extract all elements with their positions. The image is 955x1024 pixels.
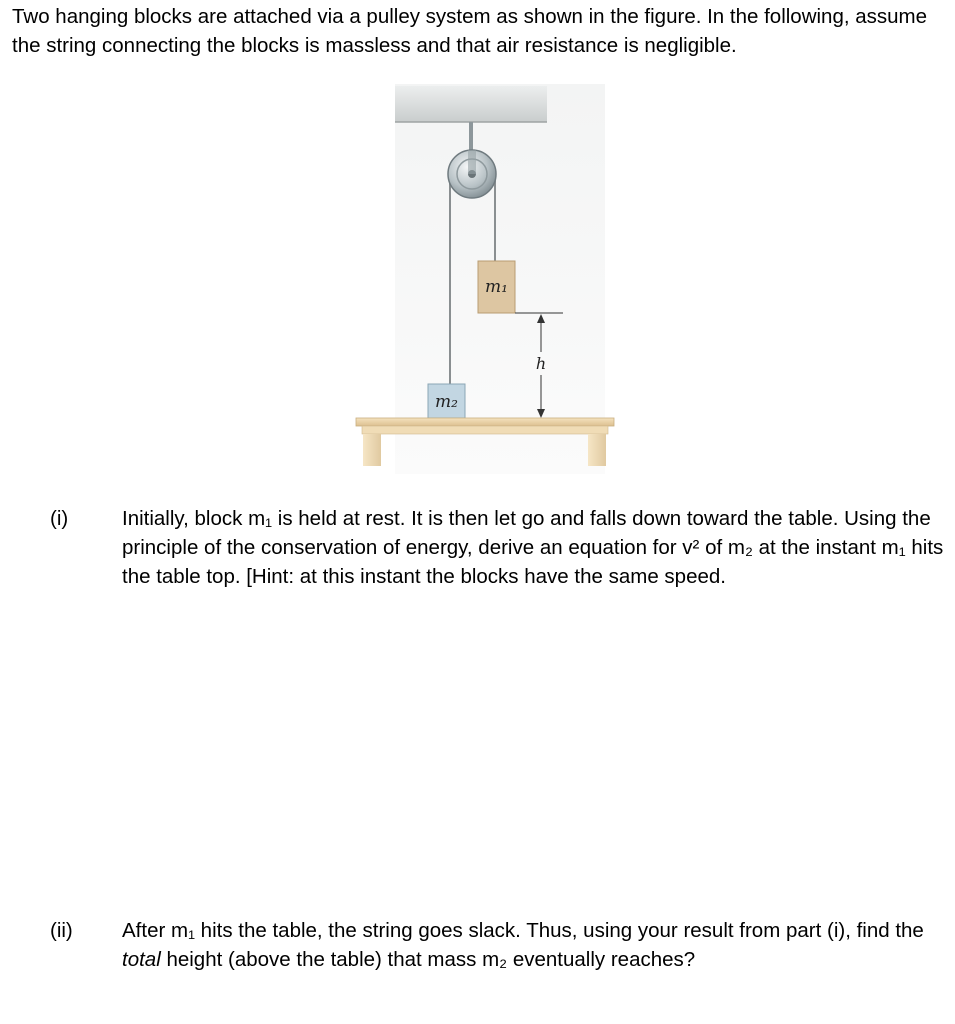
block-m1-label: m₁ — [485, 277, 508, 297]
pulley-figure — [340, 84, 630, 474]
question-2-number: (ii) — [50, 919, 73, 942]
block-m2-label: m₂ — [435, 392, 458, 412]
pulley — [448, 150, 496, 198]
question-2-text — [122, 916, 947, 974]
question-2-emphasis: total — [122, 948, 161, 971]
height-label: h — [535, 354, 547, 373]
problem-intro: Two hanging blocks are attached via a pulley system as shown in the figure. In the following, assume the string connecting the blocks is massless and that air resistance is negligible. — [12, 5, 928, 57]
question-2-text-start: After m₁ hits the table, the string goes slack. Thus, using your result from part (i), find the — [122, 919, 924, 942]
pulley-support-rod — [469, 122, 473, 154]
question-1-number: (i) — [50, 507, 69, 530]
question-1-text: Initially, block m₁ is held at rest. It is then let go and falls down toward the table. Using the principle of the conservation of energy, derive an equation for v² of m₂ at the instant m₁ hits the table top. [Hint: at this instant the blocks have the same speed. — [122, 507, 944, 588]
ceiling — [395, 86, 547, 122]
question-2-text-end: height (above the table) that mass m₂ eventually reaches? — [160, 948, 696, 971]
